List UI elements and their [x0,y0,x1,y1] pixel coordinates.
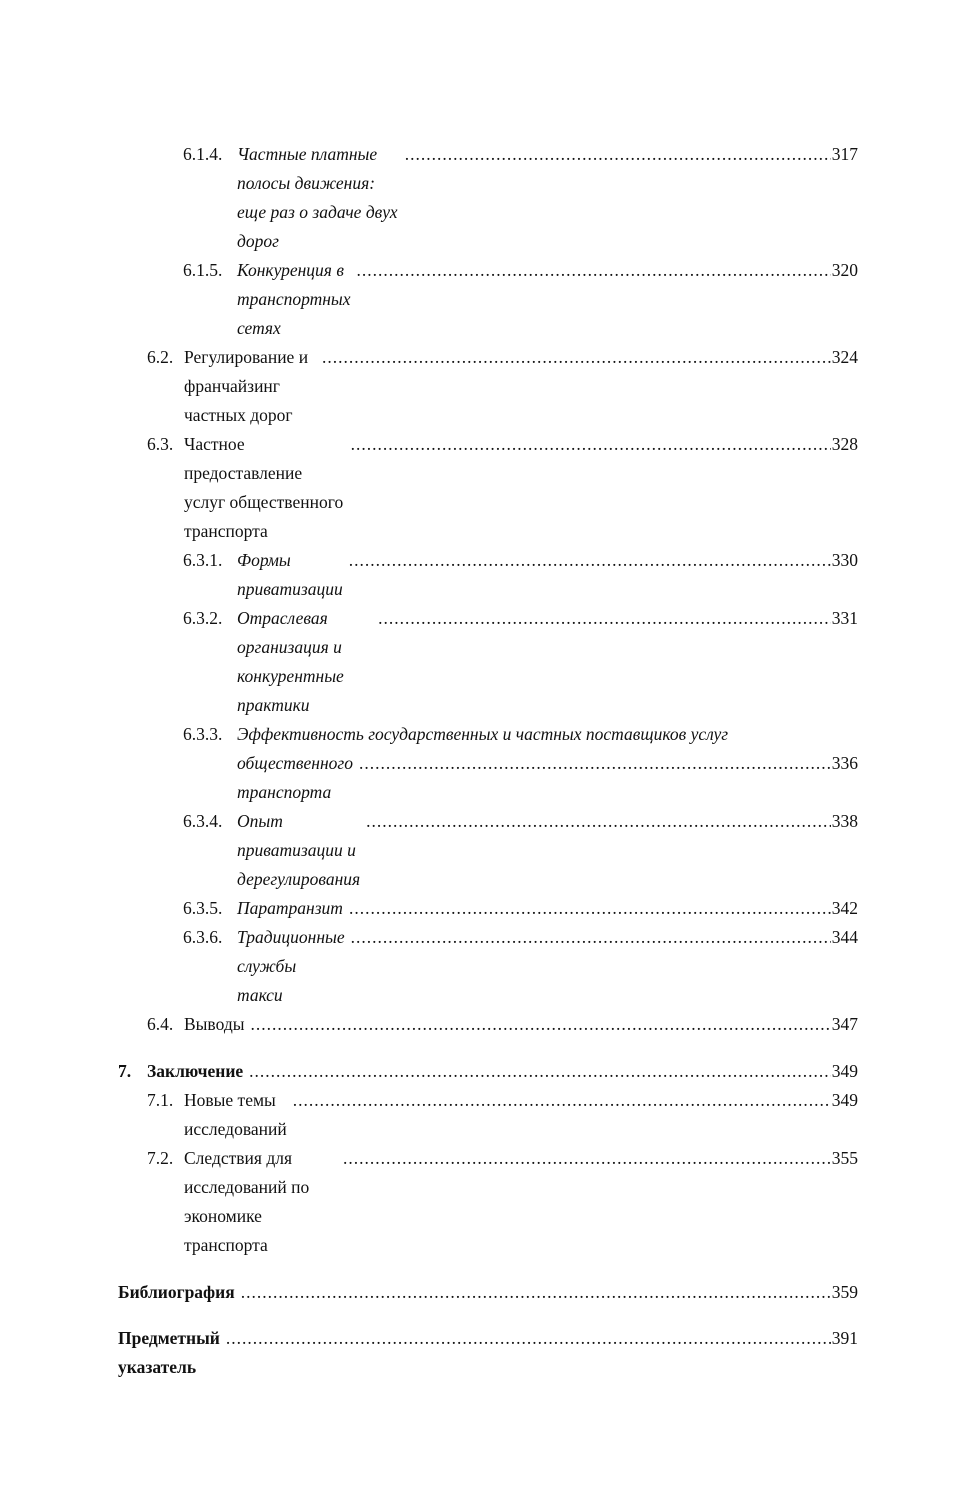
toc-entry-title: Заключение [147,1061,244,1081]
toc-entry-6-4 [118,1010,858,1039]
toc-entry-title: Регулирование и франчайзинг частных дорог [184,347,309,425]
toc-entry-title: Предметный указатель [118,1328,220,1377]
toc-entry-title: Формы приватизации [237,550,343,599]
toc-entry-page: 328 [831,434,858,454]
toc-entry-number: 6.2. [147,347,174,367]
toc-entry-page: 317 [831,144,858,164]
toc-entry-page: 336 [831,753,858,773]
toc-entry-number: 6.1.4. [183,144,223,164]
toc-entry-page: 349 [831,1061,858,1081]
toc-entry-number: 6.3.6. [183,927,223,947]
dot-leader [293,1086,831,1115]
toc-entry-6-3-3 [118,720,858,807]
toc-entry-number: 6.3.3. [183,724,223,744]
dot-leader [405,140,831,169]
dot-leader [359,749,831,778]
toc-entry-title: Частные платные полосы движения: еще раз о задаче двух дорог [237,144,398,251]
toc-entry-subject-index [118,1324,858,1382]
toc-entry-number: 6.3.4. [183,811,223,831]
table-of-contents [118,140,858,1382]
toc-entry-page: 344 [831,927,858,947]
toc-entry-number: 6.3.1. [183,550,223,570]
toc-entry-number: 6.3. [147,434,174,454]
dot-leader [226,1324,831,1353]
dot-leader [241,1278,831,1307]
toc-entry-title: Новые темы исследований [184,1090,287,1139]
toc-entry-page: 331 [831,608,858,628]
toc-entry-page: 342 [831,898,858,918]
toc-entry-title: Следствия для исследований по экономике транспорта [184,1148,310,1255]
toc-entry-6-3-4 [118,807,858,894]
toc-entry-7-1 [118,1086,858,1144]
toc-entry-6-3-6 [118,923,858,1010]
dot-leader [351,923,831,952]
toc-entry-page: 330 [831,550,858,570]
toc-entry-number: 7. [118,1061,132,1081]
toc-entry-title: Частное предоставление услуг общественного транспорта [184,434,344,541]
toc-entry-page: 355 [831,1148,858,1168]
toc-entry-title-line-1: Эффективность государственных и частных поставщиков услуг [237,724,729,744]
toc-entry-title: Конкуренция в транспортных сетях [237,260,351,338]
toc-entry-6-3-2 [118,604,858,720]
dot-leader [249,1057,831,1086]
toc-entry-number: 6.1.5. [183,260,223,280]
toc-entry-number: 6.4. [147,1014,174,1034]
dot-leader [349,894,831,923]
toc-entry-number: 7.2. [147,1148,174,1168]
toc-entry-6-3 [118,430,858,546]
toc-entry-number: 6.3.2. [183,608,223,628]
toc-entry-page: 391 [831,1328,858,1348]
toc-entry-6-3-5 [118,894,858,923]
toc-entry-page: 359 [831,1282,858,1302]
toc-entry-chapter-7 [118,1057,858,1086]
dot-leader [322,343,831,372]
toc-entry-title: Традиционные службы такси [237,927,345,1005]
toc-entry-number: 6.3.5. [183,898,223,918]
dot-leader [357,256,831,285]
toc-entry-title: Паратранзит [237,898,343,918]
toc-entry-number: 7.1. [147,1090,174,1110]
toc-entry-page: 347 [831,1014,858,1034]
dot-leader [343,1144,831,1173]
toc-entry-page: 324 [831,347,858,367]
toc-entry-title: Опыт приватизации и дерегулирования [237,811,361,889]
dot-leader [250,1010,830,1039]
toc-entry-title: Отраслевая организация и конкурентные практики [237,608,344,715]
toc-entry-page: 320 [831,260,858,280]
toc-entry-page: 349 [831,1090,858,1110]
toc-entry-6-2 [118,343,858,430]
dot-leader [349,546,831,575]
toc-entry-title-line-2: общественного транспорта [237,753,353,802]
toc-entry-7-2 [118,1144,858,1260]
toc-entry-title: Выводы [184,1014,245,1034]
toc-entry-title: Библиография [118,1282,235,1302]
dot-leader [366,807,831,836]
toc-entry-6-1-4 [118,140,858,256]
dot-leader [351,430,831,459]
toc-entry-6-1-5 [118,256,858,343]
toc-entry-page: 338 [831,811,858,831]
dot-leader [378,604,831,633]
toc-entry-bibliography [118,1278,858,1307]
toc-entry-6-3-1 [118,546,858,604]
